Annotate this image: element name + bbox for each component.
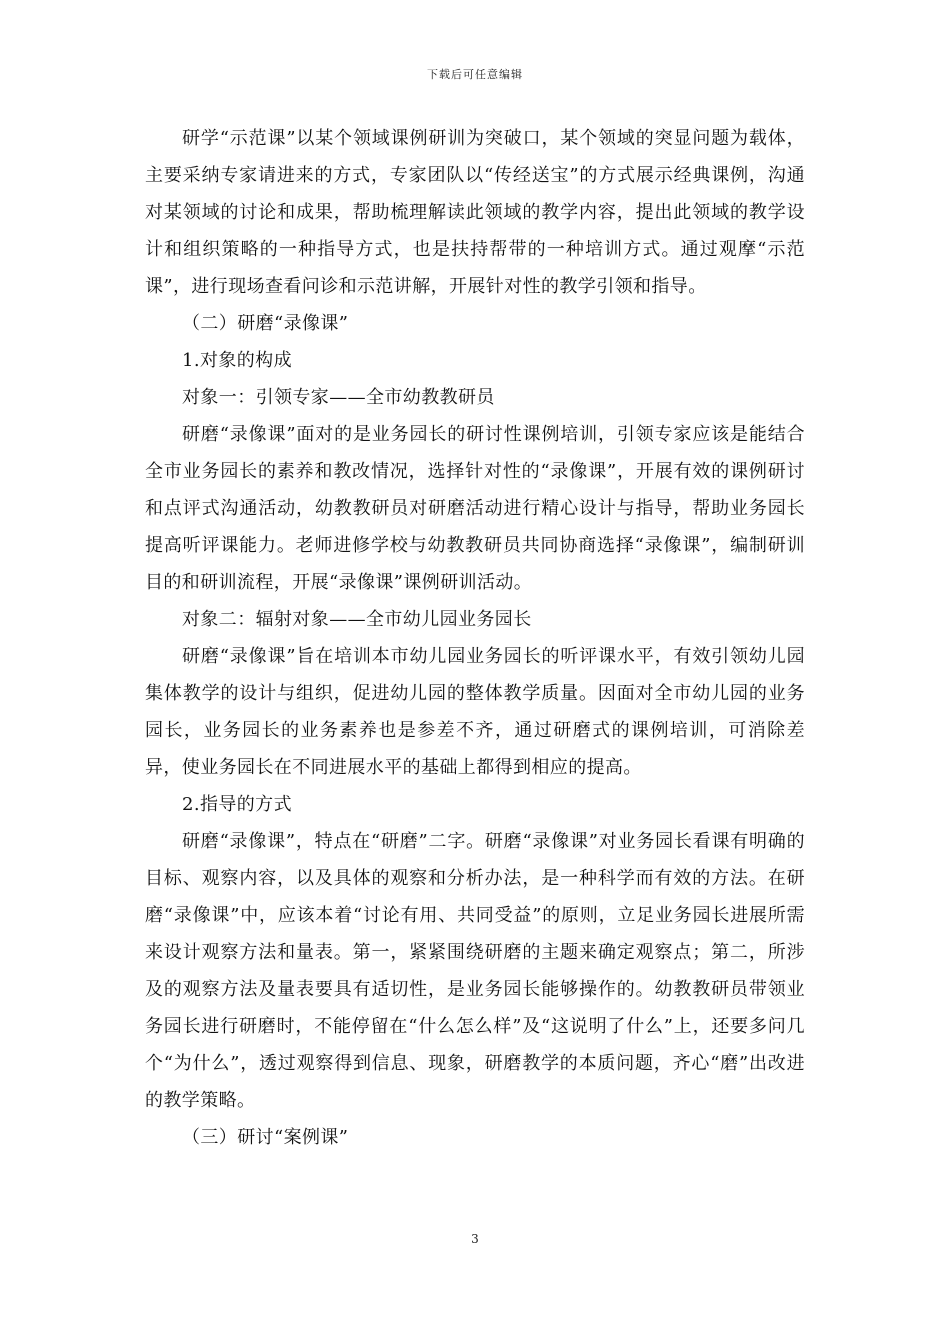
subject-one-line: 对象一：引领专家——全市幼教教研员 bbox=[182, 387, 495, 408]
paragraph-demo-lesson: 研学“示范课”以某个领域课例研训为突破口，某个领域的突显问题为载体，主要采纳专家请进来的方式，专家团队以“传经送宝”的方式展示经典课例，沟通对某领域的讨论和成果，帮助梳理解读此领域的教学内容，提出此领域的教学设计和组织策略的一种指导方式，也是扶持帮带的一种培训方式。通过观摩“示范课”，进行现场查看问诊和示范讲解，开展针对性的教学引领和指导。 bbox=[145, 128, 805, 297]
paragraph-subject-two: 研磨“录像课”旨在培训本市幼儿园业务园长的听评课水平，有效引领幼儿园集体教学的设计与组织，促进幼儿园的整体教学质量。因面对全市幼儿园的业务园长，业务园长的业务素养也是参差不齐，通过研磨式的课例培训，可消除差异，使业务园长在不同进展水平的基础上都得到相应的提高。 bbox=[145, 646, 805, 778]
subject-two-line: 对象二：辐射对象——全市幼儿园业务园长 bbox=[182, 609, 532, 630]
section-heading-video-lesson: （二）研磨“录像课” bbox=[182, 313, 349, 334]
page-number: 3 bbox=[471, 1232, 479, 1246]
section-heading-case-lesson: （三）研讨“案例课” bbox=[182, 1127, 349, 1148]
subheading-composition: 1.对象的构成 bbox=[182, 350, 292, 371]
subheading-guidance-method: 2.指导的方式 bbox=[182, 794, 292, 815]
paragraph-guidance-method: 研磨“录像课”，特点在“研磨”二字。研磨“录像课”对业务园长看课有明确的目标、观察内容，以及具体的观察和分析办法，是一种科学而有效的方法。在研磨“录像课”中，应该本着“讨论有用、共同受益”的原则，立足业务园长进展所需来设计观察方法和量表。第一，紧紧围绕研磨的主题来确定观察点；第二，所涉及的观察方法及量表要具有适切性，是业务园长能够操作的。幼教教研员带领业务园长进行研磨时，不能停留在“什么怎么样”及“这说明了什么”上，还要多问几个“为什么”，透过观察得到信息、现象，研磨教学的本质问题，齐心“磨”出改进的教学策略。 bbox=[145, 831, 805, 1111]
paragraph-subject-one: 研磨“录像课”面对的是业务园长的研讨性课例培训，引领专家应该是能结合全市业务园长的素养和教改情况，选择针对性的“录像课”，开展有效的课例研讨和点评式沟通活动，幼教教研员对研磨活动进行精心设计与指导，帮助业务园长提高听评课能力。老师进修学校与幼教教研员共同协商选择“录像课”，编制研训目的和研训流程，开展“录像课”课例研训活动。 bbox=[145, 424, 805, 593]
document-body bbox=[145, 120, 805, 1156]
page-header: 下载后可任意编辑 bbox=[427, 68, 523, 81]
